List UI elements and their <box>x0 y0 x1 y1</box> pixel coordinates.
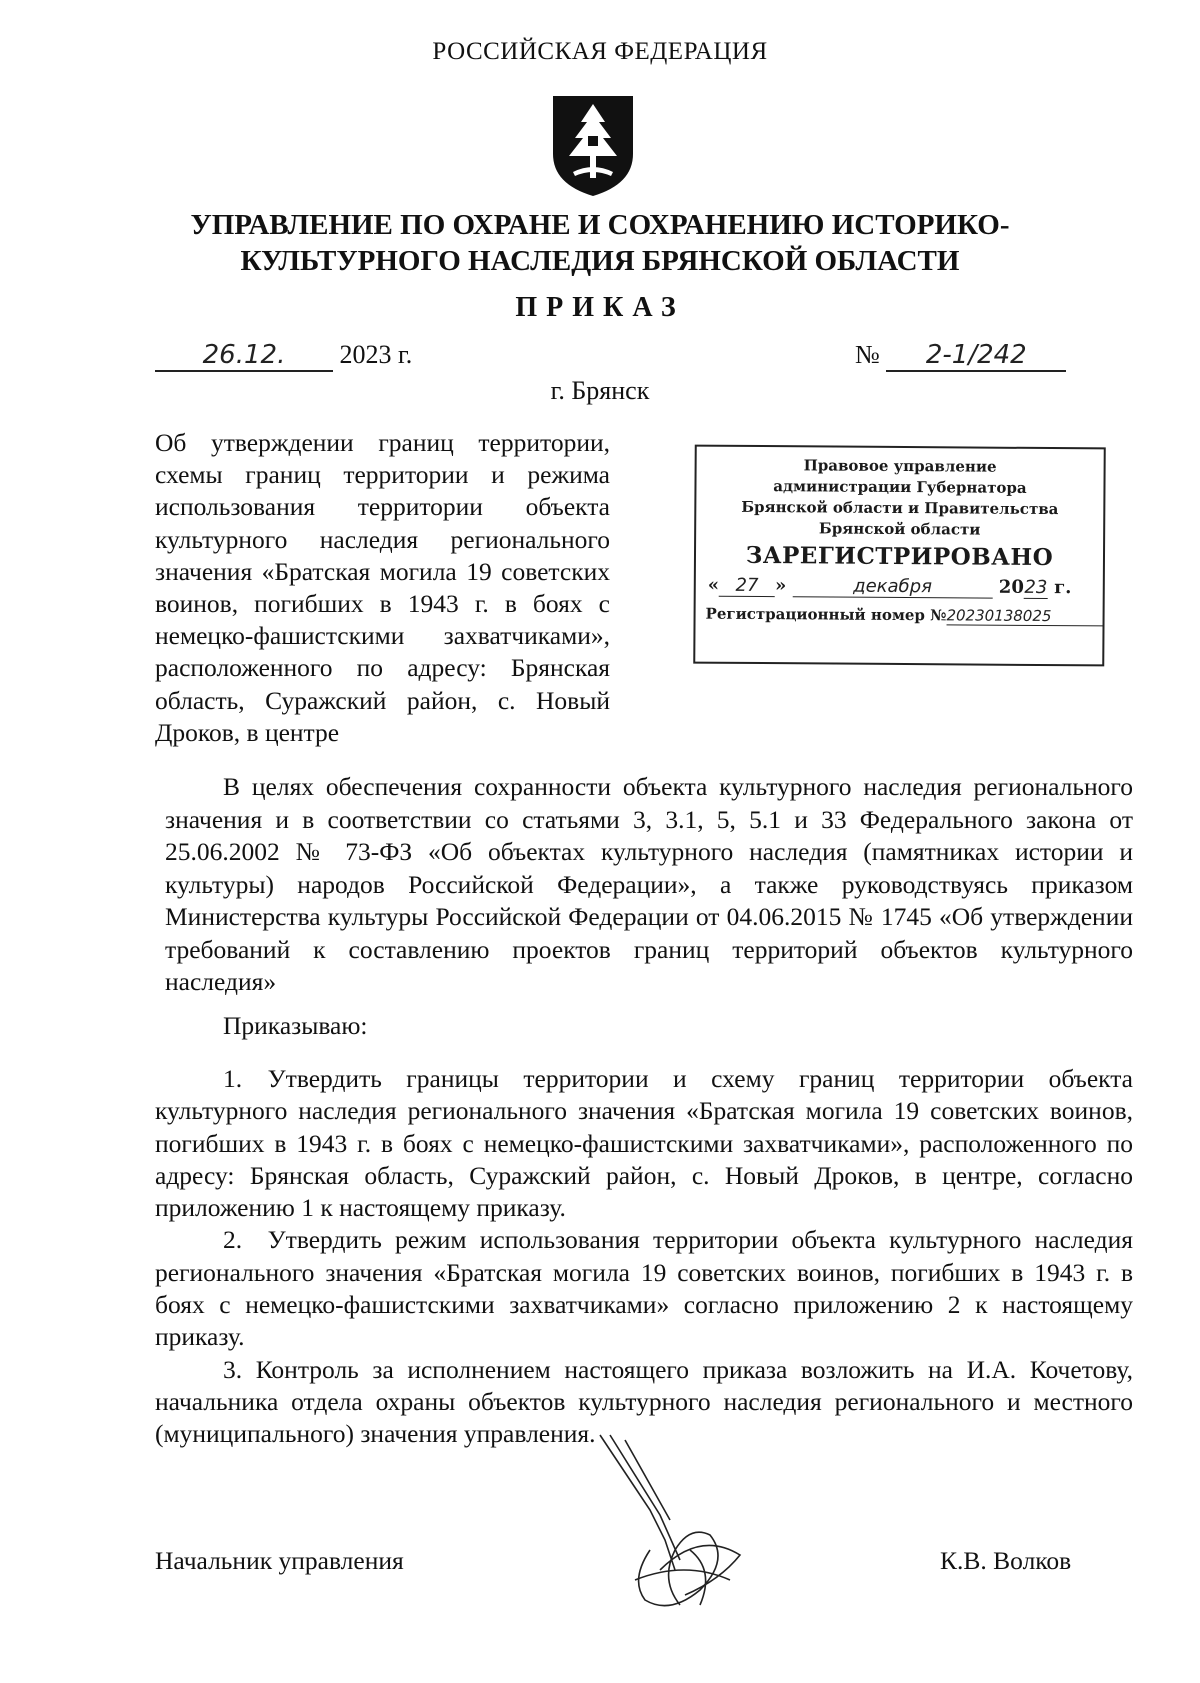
stamp-day: 27 <box>719 575 775 597</box>
stamp-line1: Правовое управление <box>803 456 997 476</box>
order-item: 3. Контроль за исполнением настоящего приказа возложить на И.А. Кочетову, начальника отдела охраны объектов культурного наследия регионального и местного (муниципального) значения управления. <box>155 1354 1133 1449</box>
stamp-year-suffix: г. <box>1054 577 1072 599</box>
signer-name: К.В. Волков <box>940 1546 1072 1575</box>
organization-name-line2: КУЛЬТУРНОГО НАСЛЕДИЯ БРЯНСКОЙ ОБЛАСТИ <box>240 245 960 277</box>
stamp-line4: Брянской области <box>818 519 981 539</box>
stamp-line2: администрации Губернатора <box>773 477 1027 497</box>
city: г. Брянск <box>550 376 650 405</box>
order-word: Приказываю: <box>223 1011 368 1040</box>
document-type: ПРИКАЗ <box>515 292 685 323</box>
stamp-reg-label: Регистрационный номер № <box>705 604 947 625</box>
stamp-reg-number <box>696 605 1103 627</box>
bryansk-coat-of-arms-icon <box>547 92 639 200</box>
order-subject: Об утверждении границ территории, схемы границ территории и режима использования территории объекта культурного наследия регионального значения «Братская могила 19 советских воинов, погибших в 1943 г. в боях с немецко-фашистскими захватчиками», расположенного по адресу: Брянская область, Суражский район, с. Новый Дроков, в центре <box>155 428 610 747</box>
organization-name <box>0 207 1200 279</box>
signature-icon <box>590 1430 760 1620</box>
order-items <box>155 1063 1133 1451</box>
preamble-paragraph: В целях обеспечения сохранности объекта культурного наследия регионального значения и в соответствии со статьями 3, 3.1, 5, 5.1 и 33 Федерального закона от 25.06.2002 № 73-ФЗ «Об объектах культурного наследия (памятниках истории и культуры) народов Российской Федерации», а также руководствуясь приказом Министерства культуры Российской Федерации от 04.06.2015 № 1745 «Об утверждении требований к составлению проектов границ территорий объектов культурного наследия» <box>165 772 1133 996</box>
order-date <box>155 340 412 372</box>
stamp-registered: ЗАРЕГИСТРИРОВАНО <box>745 541 1054 572</box>
handwritten-number: 2-1/242 <box>886 340 1066 372</box>
registration-stamp <box>693 445 1106 667</box>
stamp-year: 23 <box>1024 576 1048 599</box>
organization-name-line1: УПРАВЛЕНИЕ ПО ОХРАНЕ И СОХРАНЕНИЮ ИСТОРИКО- <box>190 209 1010 241</box>
signer-position: Начальник управления <box>155 1546 404 1575</box>
order-item: 1. Утвердить границы территории и схему границ территории объекта культурного наследия регионального значения «Братская могила 19 советских воинов, погибших в 1943 г. в боях с немецко-фашистскими захватчиками», расположенного по адресу: Брянская область, Суражский район, с. Новый Дроков, в центре, согласно приложению 1 к настоящему приказу. <box>155 1064 1133 1223</box>
country-heading: РОССИЙСКАЯ ФЕДЕРАЦИЯ <box>432 38 768 65</box>
number-label: № <box>855 340 880 369</box>
handwritten-date: 26.12. <box>155 340 333 372</box>
stamp-month: декабря <box>792 575 992 598</box>
stamp-line3: Брянской области и Правительства <box>741 497 1059 519</box>
order-year: 2023 г. <box>339 340 413 369</box>
stamp-year-prefix: 20 <box>998 576 1024 598</box>
order-number <box>855 340 1066 372</box>
stamp-reg-value: 20230138025 <box>946 606 1104 626</box>
order-item: 2. Утвердить режим использования территории объекта культурного наследия регионального значения «Братская могила 19 советских воинов, погибших в 1943 г. в боях с немецко-фашистскими захватчиками» согласно приложению 2 к настоящему приказу. <box>155 1225 1133 1352</box>
stamp-date: « 27 » декабря 2023 г. <box>707 574 1072 599</box>
